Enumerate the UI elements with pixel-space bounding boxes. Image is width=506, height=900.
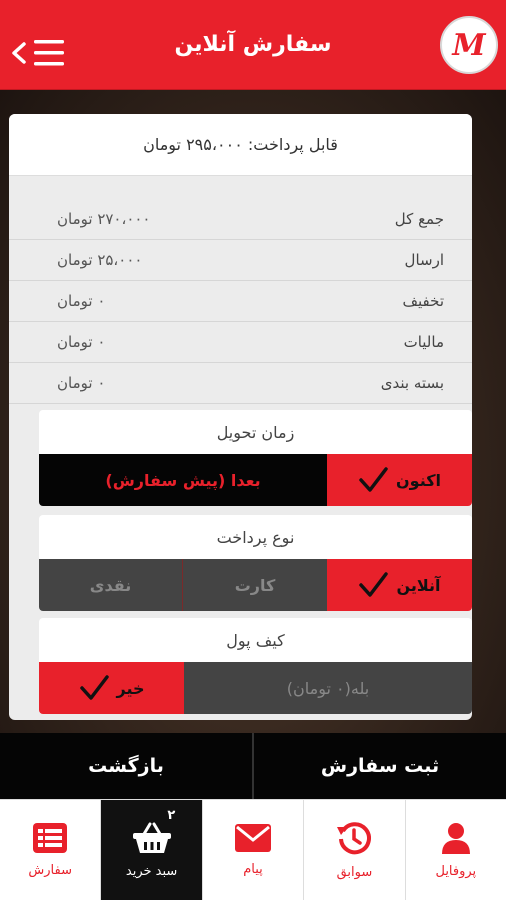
payment-type-section bbox=[39, 515, 472, 611]
tab-label: سفارش bbox=[28, 862, 72, 878]
section-title: زمان تحویل bbox=[216, 422, 295, 442]
summary-row-discount bbox=[9, 281, 472, 322]
summary-label: تخفیف bbox=[402, 292, 444, 310]
option-card[interactable] bbox=[182, 559, 327, 611]
tab-cart[interactable] bbox=[101, 800, 202, 900]
summary-value: ۰ تومان bbox=[57, 374, 106, 392]
option-later[interactable] bbox=[39, 454, 327, 506]
tab-label: پیام bbox=[243, 861, 263, 877]
section-title: کیف پول bbox=[226, 630, 285, 650]
summary-label: جمع کل bbox=[394, 210, 444, 228]
option-no[interactable] bbox=[39, 662, 184, 714]
submit-order-button[interactable]: ثبت سفارش bbox=[252, 733, 506, 799]
summary-value: ۲۷۰،۰۰۰ تومان bbox=[57, 210, 151, 228]
order-list-icon bbox=[33, 823, 67, 853]
delivery-time-section bbox=[39, 410, 472, 506]
option-label: بعدا (پیش سفارش) bbox=[105, 470, 261, 490]
delivery-options bbox=[39, 454, 472, 506]
summary-row-tax bbox=[9, 322, 472, 363]
option-online[interactable] bbox=[327, 559, 472, 611]
cart-badge: ۲ bbox=[167, 808, 176, 823]
summary-row-total bbox=[9, 199, 472, 240]
check-icon bbox=[358, 570, 388, 600]
check-icon bbox=[79, 673, 109, 703]
basket-icon bbox=[132, 822, 172, 854]
option-now[interactable] bbox=[327, 454, 472, 506]
logo-letter: M bbox=[452, 27, 486, 63]
option-cash[interactable] bbox=[39, 559, 182, 611]
section-title: نوع پرداخت bbox=[216, 527, 295, 547]
brand-logo bbox=[440, 16, 498, 74]
tab-label: سوابق bbox=[336, 864, 373, 880]
summary-row-shipping bbox=[9, 240, 472, 281]
action-bar bbox=[0, 733, 506, 799]
tab-orders[interactable] bbox=[0, 800, 101, 900]
page-title: سفارش آنلاین bbox=[174, 32, 332, 57]
back-button[interactable]: بازگشت bbox=[88, 755, 164, 777]
summary-value: ۰ تومان bbox=[57, 333, 106, 351]
check-icon bbox=[358, 465, 388, 495]
envelope-icon bbox=[235, 824, 271, 852]
option-label: نقدی bbox=[89, 575, 132, 595]
menu-button[interactable] bbox=[10, 34, 70, 72]
option-label: اکنون bbox=[396, 470, 442, 490]
history-icon bbox=[337, 821, 371, 855]
option-label: کارت bbox=[234, 575, 276, 595]
option-yes[interactable] bbox=[184, 662, 472, 714]
summary-value: ۰ تومان bbox=[57, 292, 106, 310]
summary-rows bbox=[9, 199, 472, 404]
summary-row-packaging bbox=[9, 363, 472, 404]
user-icon bbox=[441, 822, 471, 854]
payment-options bbox=[39, 559, 472, 611]
summary-label: ارسال bbox=[404, 251, 444, 269]
tab-history[interactable] bbox=[304, 800, 405, 900]
tab-label: پروفایل bbox=[435, 863, 477, 879]
option-label: آنلاین bbox=[396, 575, 441, 595]
tab-label: سبد خرید bbox=[125, 863, 178, 879]
summary-label: مالیات bbox=[403, 333, 444, 351]
option-label: خیر bbox=[116, 678, 145, 698]
payable-amount: قابل پرداخت: ۲۹۵،۰۰۰ تومان bbox=[9, 114, 472, 176]
bottom-tab-bar bbox=[0, 799, 506, 900]
back-arrow-icon bbox=[10, 34, 70, 72]
option-label: بله(۰ تومان) bbox=[286, 678, 370, 698]
app-header bbox=[0, 0, 506, 90]
summary-value: ۲۵،۰۰۰ تومان bbox=[57, 251, 143, 269]
wallet-options bbox=[39, 662, 472, 714]
tab-messages[interactable] bbox=[203, 800, 304, 900]
summary-label: بسته بندی bbox=[380, 374, 444, 392]
order-summary-card bbox=[9, 114, 472, 720]
tab-profile[interactable] bbox=[406, 800, 506, 900]
wallet-section bbox=[39, 618, 472, 714]
